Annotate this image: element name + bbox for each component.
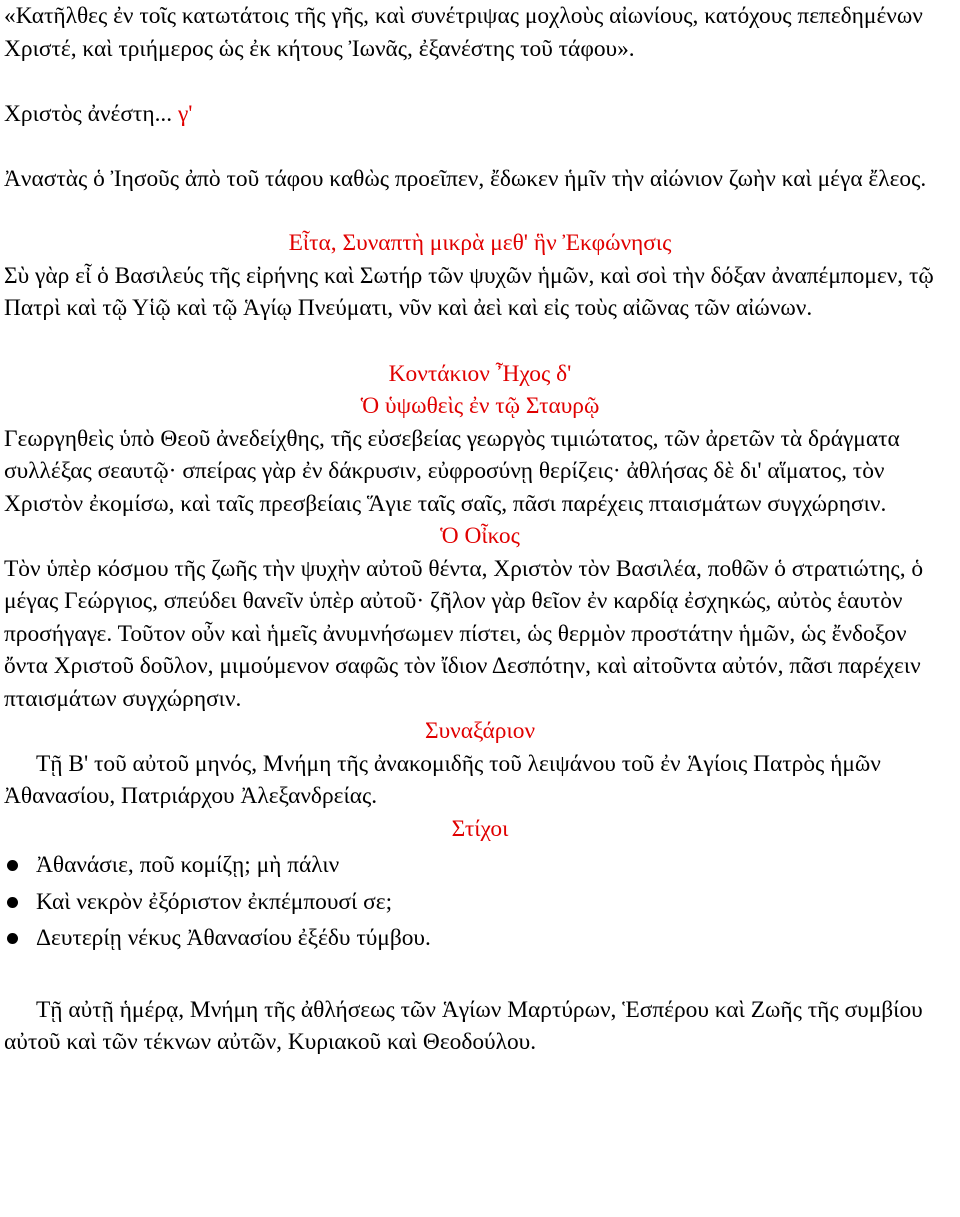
troparion-text: «Κατῆλθες ἐν τοῖς κατωτάτοις τῆς γῆς, καὶ συνέτριψας μοχλοὺς αἰωνίους, κατόχους πεπεδημένων Χριστέ, καὶ τριήμερος ὡς ἐκ κήτους Ἰωνᾶς, ἐξανέστης τοῦ τάφου». (4, 3, 923, 62)
bullet-icon (7, 897, 18, 908)
verse-text: Ἀθανάσιε, ποῦ κομίζῃ; μὴ πάλιν (36, 852, 340, 878)
ekphonesis-heading: Εἶτα, Συναπτὴ μικρὰ μεθ' ἣν Ἐκφώνησις (288, 230, 672, 256)
kontakion-heading: Κοντάκιον Ἦχος δ' (388, 360, 572, 387)
stichoi-heading: Στίχοι (451, 815, 509, 842)
kontakion-melody-heading: Ὁ ὑψωθεὶς ἐν τῷ Σταυρῷ (360, 393, 600, 419)
ekphonesis-text: Σὺ γὰρ εἶ ὁ Βασιλεύς τῆς εἰρήνης καὶ Σωτήρ τῶν ψυχῶν ἡμῶν, καὶ σοὶ τὴν δόξαν ἀναπέμπομεν, τῷ Πατρὶ καὶ τῷ Υἱῷ καὶ τῷ Ἁγίῳ Πνεύματι, νῦν καὶ ἀεὶ καὶ εἰς τοὺς αἰῶνας τῶν αἰώνων. (4, 262, 934, 321)
resurrection-text: Ἀναστὰς ὁ Ἰησοῦς ἀπὸ τοῦ τάφου καθὼς προεῖπεν, ἔδωκεν ἡμῖν τὴν αἰώνιον ζωὴν καὶ μέγα ἔλεος. (4, 165, 927, 192)
verse-item (4, 847, 956, 884)
verse-item (4, 920, 956, 957)
christ-is-risen-text: Χριστὸς ἀνέστη... (4, 101, 173, 127)
kontakion-text: Γεωργηθεὶς ὑπὸ Θεοῦ ἀνεδείχθης, τῆς εὐσεβείας γεωργὸς τιμιώτατος, τῶν ἀρετῶν τὰ δράγματα συλλέξας σεαυτῷ· σπείρας γὰρ ἐν δάκρυσιν, εὐφροσύνῃ θερίζεις· ἀθλήσας δὲ δι' αἵματος, τὸν Χριστὸν ἐκομίσω, καὶ ταῖς πρεσβείαις Ἅγιε ταῖς σαῖς, πᾶσι παρέχεις πταισμάτων συγχώρησιν. (4, 425, 900, 517)
bullet-icon (7, 933, 18, 944)
verse-item (4, 884, 956, 921)
bullet-icon (7, 860, 18, 871)
synaxarion-text: Τῇ Β' τοῦ αὐτοῦ μηνός, Μνήμη τῆς ἀνακομιδῆς τοῦ λειψάνου τοῦ ἐν Ἁγίοις Πατρὸς ἡμῶν Ἀθανασίου, Πατριάρχου Ἀλεξανδρείας. (4, 750, 881, 809)
thrice-mark: γ' (172, 101, 193, 127)
synaxarion-heading: Συναξάριον (424, 718, 536, 744)
oikos-text: Τὸν ὑπὲρ κόσμου τῆς ζωῆς τὴν ψυχὴν αὐτοῦ θέντα, Χριστὸν τὸν Βασιλέα, ποθῶν ὁ στρατιώτης, ὁ μέγας Γεώργιος, σπεύδει θανεῖν ὑπὲρ αὐτοῦ· ζῆλον γὰρ θεῖον ἐν καρδίᾳ ἐσχηκώς, αὐτὸς ἑαυτὸν προσήγαγε. Τοῦτον οὖν καὶ ἡμεῖς ἀνυμνήσωμεν πίστει, ὡς θερμὸν προστάτην ἡμῶν, ὡς ἔνδοξον ὄντα Χριστοῦ δοῦλον, μιμούμενον σαφῶς τὸν ἴδιον Δεσπότην, καὶ αἰτοῦντα αὐτόν, πᾶσι παρέχειν πταισμάτων συγχώρησιν. (4, 555, 924, 712)
verse-text: Δευτερίῃ νέκυς Ἀθανασίου ἐξέδυ τύμβου. (36, 925, 431, 951)
oikos-heading: Ὁ Οἶκος (440, 523, 520, 549)
verse-text: Καὶ νεκρὸν ἐξόριστον ἐκπέμπουσί σε; (36, 888, 393, 915)
christ-is-risen-line (4, 98, 956, 131)
martyrs-commemoration-text: Τῇ αὐτῇ ἡμέρᾳ, Μνήμη τῆς ἀθλήσεως τῶν Ἁγίων Μαρτύρων, Ἑσπέρου καὶ Ζωῆς τῆς συμβίου αὐτοῦ καὶ τῶν τέκνων αὐτῶν, Κυριακοῦ καὶ Θεοδούλου. (4, 996, 923, 1055)
verses-list (4, 847, 956, 957)
